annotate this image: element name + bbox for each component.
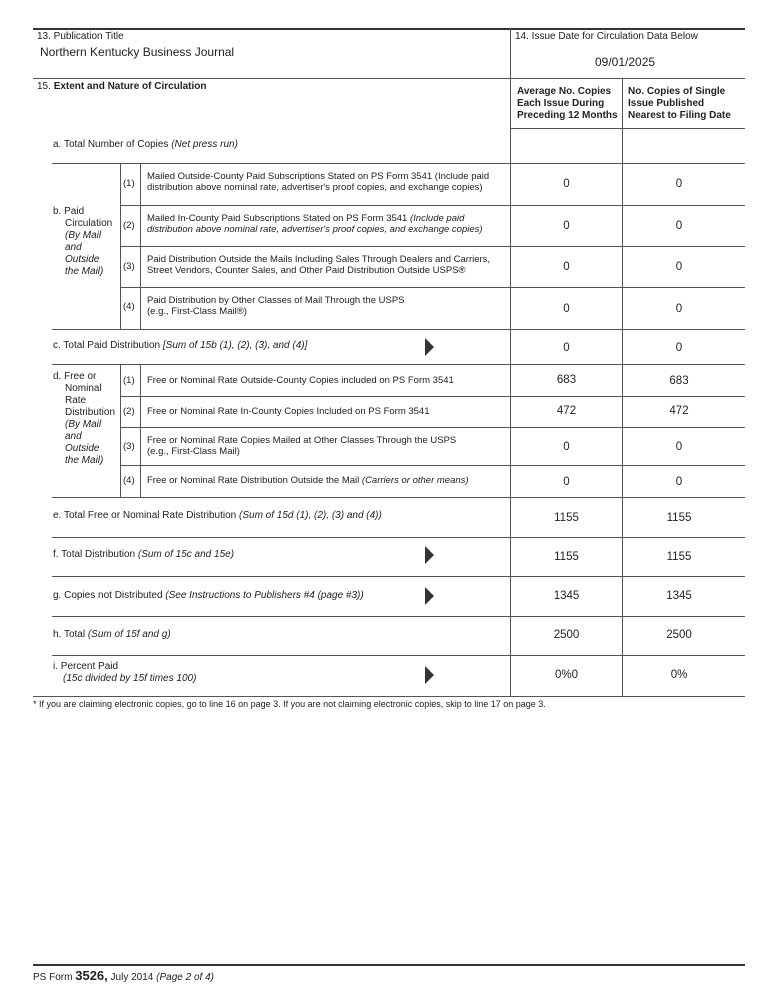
rule-g — [52, 616, 745, 617]
row-g-single: 1345 — [666, 590, 692, 602]
arrow-f-icon — [425, 546, 434, 564]
row-d1-single: 683 — [669, 375, 689, 387]
arrow-c-icon — [425, 338, 434, 356]
row-c-avg: 0 — [563, 342, 570, 354]
row-b4-avg: 0 — [563, 303, 570, 315]
rule-a — [52, 163, 745, 164]
row-f-single: 1155 — [666, 551, 692, 563]
header-divider — [510, 28, 511, 78]
row-d1-text: Free or Nominal Rate Outside-County Copies included on PS Form 3541 — [147, 375, 454, 386]
row-d3-single: 0 — [675, 441, 683, 453]
col-single-header: No. Copies of Single Issue Published Nearest to Filing Date — [628, 86, 731, 121]
rule-d3 — [120, 465, 745, 466]
header-bottom-rule — [33, 78, 745, 79]
row-d4-single: 0 — [675, 476, 683, 488]
row-b2-text: Mailed In-County Paid Subscriptions Stated on PS Form 3541 (Include paid distribution above nominal rate, advertiser's proof copies, and exchange copies) — [147, 213, 483, 235]
row-i-avg: 0%0 — [554, 669, 579, 681]
row-b4-num: (4) — [123, 301, 135, 312]
row-g-avg: 1345 — [553, 590, 580, 602]
rule-d2 — [120, 427, 745, 428]
rule-c — [52, 364, 745, 365]
row-d-group-label: d. Free or Nominal Rate Distribution (By Mail and Outside the Mail) — [53, 371, 116, 466]
col-avg-header: Average No. Copies Each Issue During Preceding 12 Months — [517, 86, 618, 121]
col-header-rule — [510, 128, 745, 129]
row-d1-num: (1) — [123, 375, 135, 386]
row-b1-text: Mailed Outside-County Paid Subscriptions Stated on PS Form 3541 (Include paid distribution above nominal rate, advertiser's proof copies, and exchange copies) — [147, 171, 490, 193]
b-num-col-right — [140, 163, 141, 329]
row-d3-num: (3) — [123, 441, 135, 452]
row-b4-text: Paid Distribution by Other Classes of Mail Through the USPS (e.g., First-Class Mail®) — [147, 295, 405, 317]
footer-form-id: PS Form 3526, July 2014 (Page 2 of 4) — [33, 968, 214, 983]
row-b3-single: 0 — [675, 261, 683, 273]
row-d4-num: (4) — [123, 475, 135, 486]
rule-d4 — [52, 497, 745, 498]
rule-d1 — [120, 396, 745, 397]
row-b2-avg: 0 — [563, 220, 570, 232]
rule-f — [52, 576, 745, 577]
rule-e — [52, 537, 745, 538]
d-num-col-left — [120, 364, 121, 497]
row-b1-single: 0 — [675, 178, 683, 190]
section15-heading: 15. Extent and Nature of Circulation — [37, 81, 207, 92]
col-divider-avg — [510, 78, 511, 696]
row-h-label: h. Total (Sum of 15f and g) — [53, 629, 171, 640]
pub-title: Northern Kentucky Business Journal — [40, 45, 235, 59]
rule-h — [52, 655, 745, 656]
row-i-single: 0% — [670, 669, 688, 681]
row-i-label: i. Percent Paid (15c divided by 15f times 100) — [53, 661, 197, 684]
row-b3-text: Paid Distribution Outside the Mails Including Sales Through Dealers and Carriers, Street Vendors, Counter Sales, and Other Paid Distribution Outside USPS® — [147, 254, 491, 276]
footer-rule — [33, 964, 745, 966]
rule-b1 — [120, 205, 745, 206]
rule-b2 — [120, 246, 745, 247]
row-f-avg: 1155 — [554, 551, 579, 563]
footnote: * If you are claiming electronic copies, go to line 16 on page 3. If you are not claiming electronic copies, skip to line 17 on page 3. — [33, 699, 546, 709]
row-d4-text: Free or Nominal Rate Distribution Outside the Mail (Carriers or other means) — [147, 475, 469, 486]
arrow-i-icon — [425, 666, 434, 684]
row-d2-avg: 472 — [556, 405, 577, 417]
b-num-col-left — [120, 163, 121, 329]
issue-date: 09/01/2025 — [595, 55, 656, 69]
row-b3-avg: 0 — [563, 261, 570, 273]
rule-b4 — [52, 329, 745, 330]
rule-b3 — [120, 287, 745, 288]
d-num-col-right — [140, 364, 141, 497]
row-c-single: 0 — [675, 342, 683, 354]
row-b4-single: 0 — [675, 303, 683, 315]
row-d1-avg: 683 — [556, 374, 577, 386]
arrow-g-icon — [425, 587, 434, 605]
row-e-label: e. Total Free or Nominal Rate Distribution (Sum of 15d (1), (2), (3) and (4)) — [53, 510, 382, 521]
row-b3-num: (3) — [123, 261, 135, 272]
pub-title-label: 13. Publication Title — [37, 31, 124, 42]
row-d2-single: 472 — [669, 405, 689, 417]
row-e-single: 1155 — [666, 512, 692, 524]
row-d3-avg: 0 — [563, 441, 570, 453]
row-d2-num: (2) — [123, 406, 135, 417]
row-h-avg: 2500 — [553, 629, 580, 641]
row-b2-single: 0 — [675, 220, 683, 232]
top-rule — [33, 28, 745, 30]
row-a-label: a. Total Number of Copies (Net press run) — [53, 139, 238, 150]
row-f-label: f. Total Distribution (Sum of 15c and 15e) — [53, 549, 235, 560]
row-d2-text: Free or Nominal Rate In-County Copies Included on PS Form 3541 — [147, 406, 430, 417]
row-c-label: c. Total Paid Distribution [Sum of 15b (1), (2), (3), and (4)] — [53, 340, 308, 351]
row-b1-num: (1) — [123, 178, 135, 189]
row-d4-avg: 0 — [563, 476, 570, 488]
rule-i — [33, 696, 745, 697]
issue-date-label: 14. Issue Date for Circulation Data Below — [515, 31, 698, 42]
row-h-single: 2500 — [666, 629, 692, 641]
row-d3-text: Free or Nominal Rate Copies Mailed at Other Classes Through the USPS (e.g., First-Class Mail) — [147, 435, 457, 457]
row-g-label: g. Copies not Distributed (See Instructions to Publishers #4 (page #3)) — [53, 590, 364, 601]
row-b1-avg: 0 — [563, 178, 570, 190]
row-b-group-label: b. Paid Circulation (By Mail and Outside the Mail) — [53, 206, 113, 277]
col-divider-single — [622, 78, 623, 696]
row-b2-num: (2) — [123, 220, 135, 231]
row-e-avg: 1155 — [554, 512, 579, 524]
